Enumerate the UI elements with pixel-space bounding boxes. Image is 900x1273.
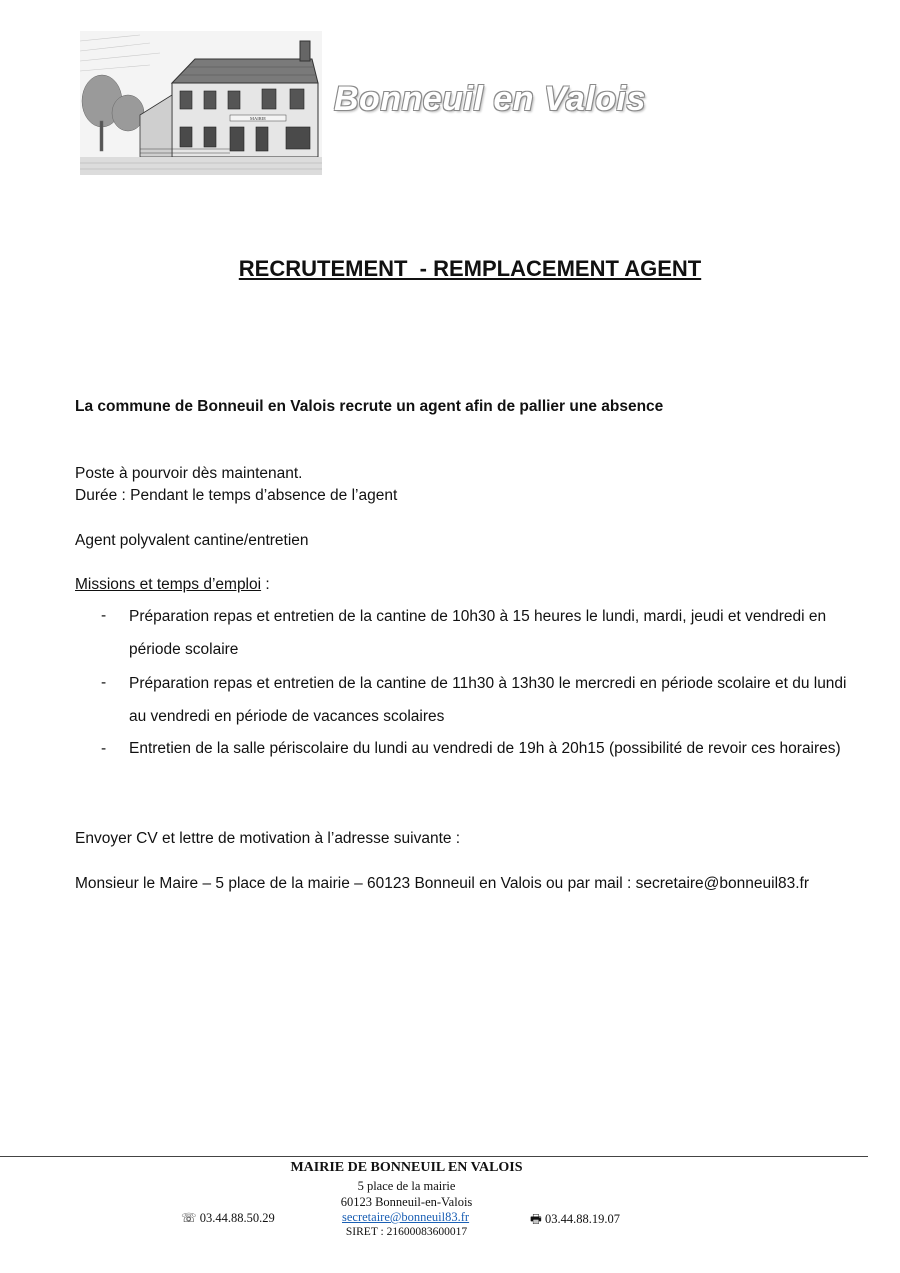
- mission-item: Entretien de la salle périscolaire du lundi au vendredi de 19h à 20h15 (possibilité de revoir ces horaires): [129, 740, 841, 757]
- bullet-marker: -: [101, 740, 107, 757]
- envoyer-text: Envoyer CV et lettre de motivation à l’adresse suivante :: [75, 830, 461, 847]
- fax-icon: 🖶: [530, 1212, 542, 1226]
- duree-text: Durée : Pendant le temps d’absence de l’agent: [75, 487, 398, 504]
- footer-siret: SIRET : 21600083600017: [345, 1226, 468, 1238]
- missions-heading: [75, 576, 270, 594]
- footer-phone: [181, 1210, 275, 1226]
- town-hall-sketch: [80, 31, 322, 175]
- fax-number: 03.44.88.19.07: [544, 1212, 620, 1226]
- footer-email-link[interactable]: secretaire@bonneuil83.fr: [342, 1210, 470, 1224]
- mission-item: Préparation repas et entretien de la cantine de 10h30 à 15 heures le lundi, mardi, jeudi et vendredi en période scolaire: [129, 608, 827, 658]
- svg-text:MAIRIE: MAIRIE: [250, 116, 266, 121]
- page-title: RECRUTEMENT - REMPLACEMENT AGENT: [238, 256, 702, 281]
- bullet-marker: -: [101, 674, 107, 691]
- mission-item: Préparation repas et entretien de la cantine de 11h30 à 13h30 le mercredi en période scolaire et du lundi au vendredi en période de vacances scolaires: [129, 675, 847, 725]
- bullet-marker: -: [101, 607, 107, 624]
- footer-name: MAIRIE DE BONNEUIL EN VALOIS: [290, 1160, 523, 1175]
- agent-text: Agent polyvalent cantine/entretien: [75, 532, 309, 549]
- footer-divider: [0, 1156, 868, 1157]
- logo-wordmark: Bonneuil en Valois: [334, 80, 646, 118]
- footer-street: 5 place de la mairie: [357, 1179, 456, 1193]
- phone-icon: ☏: [181, 1211, 197, 1225]
- address-text: Monsieur le Maire – 5 place de la mairie – 60123 Bonneuil en Valois ou par mail : secretaire@bonneuil83.fr: [75, 875, 810, 892]
- poste-text: Poste à pourvoir dès maintenant.: [75, 465, 303, 482]
- intro-text: La commune de Bonneuil en Valois recrute un agent afin de pallier une absence: [75, 398, 664, 415]
- missions-suffix: :: [261, 576, 270, 593]
- missions-label: Missions et temps d’emploi: [75, 576, 262, 593]
- footer-city: 60123 Bonneuil-en-Valois: [340, 1195, 473, 1209]
- phone-number: 03.44.88.50.29: [199, 1211, 275, 1225]
